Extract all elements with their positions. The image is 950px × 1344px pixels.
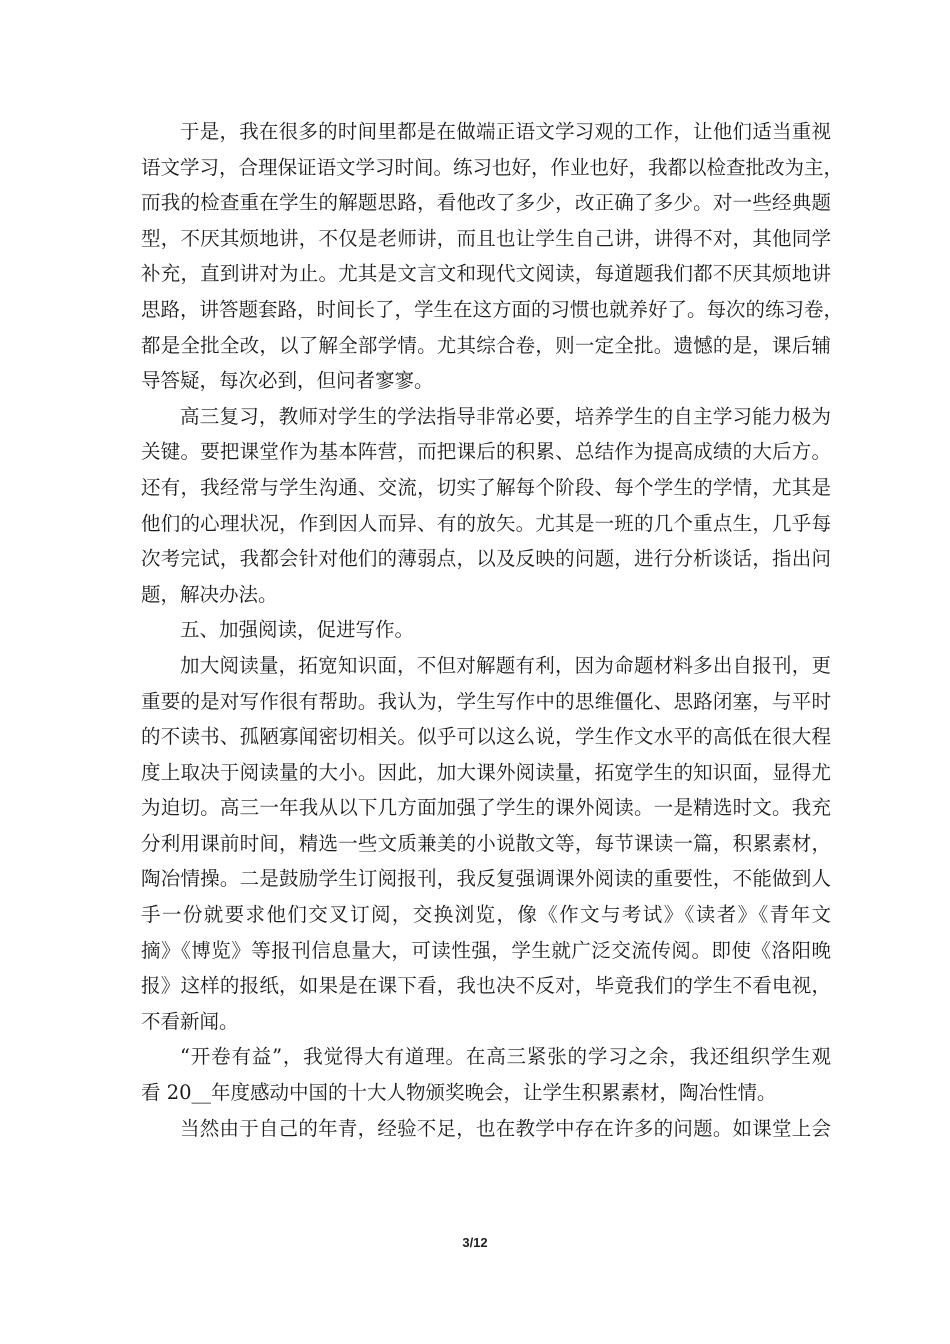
text-line: 型，不厌其烦地讲，不仅是老师讲，而且也让学生自己讲，讲得不对，其他同学 xyxy=(141,226,831,250)
text-line: 加大阅读量，拓宽知识面，不但对解题有利，因为命题材料多出自报刊，更 xyxy=(180,653,831,677)
text-line: 不看新闻。 xyxy=(141,1009,239,1033)
text-line: 还有，我经常与学生沟通、交流，切实了解每个阶段、每个学生的学情，尤其是 xyxy=(141,475,831,499)
text-line: 他们的心理状况，作到因人而异、有的放矢。尤其是一班的几个重点生，几乎每 xyxy=(141,511,831,535)
text-line: 报》这样的报纸，如果是在课下看，我也决不反对，毕竟我们的学生不看电视， xyxy=(141,974,831,998)
text-line: 关键。要把课堂作为基本阵营，而把课后的积累、总结作为提高成绩的大后方。 xyxy=(141,440,831,464)
text-line: 五、加强阅读，促进写作。 xyxy=(180,618,415,642)
text-line: 次考完试，我都会针对他们的薄弱点，以及反映的问题，进行分析谈话，指出问 xyxy=(141,547,831,571)
text-line: 度上取决于阅读量的大小。因此，加大课外阅读量，拓宽学生的知识面，显得尤 xyxy=(141,760,831,784)
text-line: 当然由于自己的年青，经验不足，也在教学中存在许多的问题。如课堂上会 xyxy=(180,1116,831,1140)
text-line: 陶冶情操。二是鼓励学生订阅报刊，我反复强调课外阅读的重要性，不能做到人 xyxy=(141,867,831,891)
text-line: 补充，直到讲对为止。尤其是文言文和现代文阅读，每道题我们都不厌其烦地讲 xyxy=(141,262,831,286)
text-line: 分利用课前时间，精选一些文质兼美的小说散文等，每节课读一篇，积累素材， xyxy=(141,831,831,855)
page-number: 3/12 xyxy=(462,1235,488,1250)
text-line: 摘》《博览》等报刊信息量大，可读性强，学生就广泛交流传阅。即使《洛阳晚 xyxy=(141,938,831,962)
paragraph xyxy=(141,1111,831,1147)
paragraph xyxy=(141,399,831,613)
document-body xyxy=(141,114,844,1146)
text-line: 重要的是对写作很有帮助。我认为，学生写作中的思维僵化、思路闭塞，与平时 xyxy=(141,689,831,713)
paragraph xyxy=(141,612,831,648)
text-line: 于是，我在很多的时间里都是在做端正语文学习观的工作，让他们适当重视 xyxy=(180,120,831,143)
text-line: 题，解决办法。 xyxy=(141,582,278,606)
text-line: 的不读书、孤陋寡闻密切相关。似乎可以这么说，学生作文水平的高低在很大程 xyxy=(141,725,831,749)
text-line: 都是全批全改，以了解全部学情。尤其综合卷，则一定全批。遗憾的是，课后辅 xyxy=(141,333,831,357)
text-line: 导答疑，每次必到，但问者寥寥。 xyxy=(141,369,434,393)
paragraph xyxy=(141,1039,831,1110)
paragraph xyxy=(141,114,844,399)
text-line: 思路，讲答题套路，时间长了，学生在这方面的习惯也就养好了。每次的练习卷， xyxy=(141,297,844,321)
text-line: “开卷有益”，我觉得大有道理。在高三紧张的学习之余，我还组织学生观 xyxy=(180,1045,831,1069)
text-line: 手一份就要求他们交叉订阅，交换浏览，像《作文与考试》《读者》《青年文 xyxy=(141,903,831,927)
text-line: 语文学习，合理保证语文学习时间。练习也好，作业也好，我都以检查批改为主， xyxy=(141,155,844,179)
text-line: 看 20__年度感动中国的十大人物颁奖晚会，让学生积累素材，陶冶性情。 xyxy=(141,1081,777,1105)
text-line: 为迫切。高三一年我从以下几方面加强了学生的课外阅读。一是精选时文。我充 xyxy=(141,796,831,820)
paragraph xyxy=(141,648,831,1040)
text-line: 高三复习，教师对学生的学法指导非常必要，培养学生的自主学习能力极为 xyxy=(180,404,831,428)
text-line: 而我的检查重在学生的解题思路，看他改了多少，改正确了多少。对一些经典题 xyxy=(141,191,831,215)
